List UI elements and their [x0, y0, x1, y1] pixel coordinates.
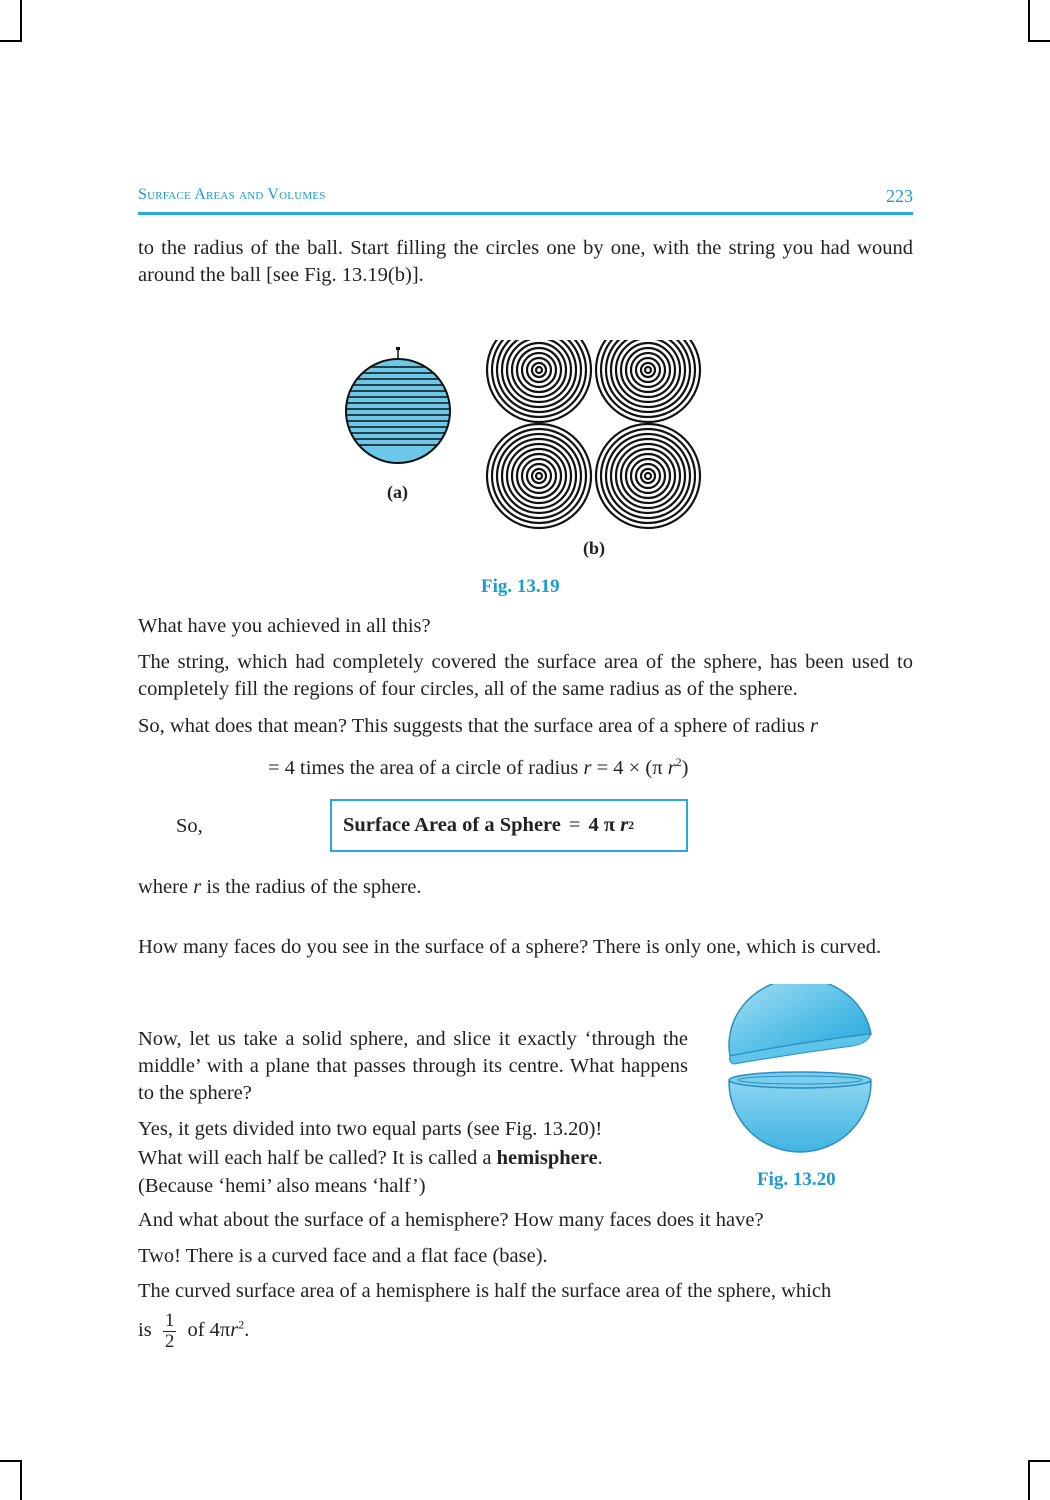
string-spirals: [487, 340, 700, 528]
ball-with-string: [340, 347, 456, 463]
formula-var: r: [620, 814, 629, 836]
page-number: 223: [886, 186, 913, 206]
figure-label-a: (a): [387, 482, 408, 502]
where-line: where r is the radius of the sphere.: [138, 876, 422, 898]
chapter-title: Surface Areas and Volumes: [138, 186, 326, 203]
running-header: [138, 186, 913, 214]
figure-13-20-caption: Fig. 13.20: [757, 1169, 836, 1190]
string-paragraph: The string, which had completely covered the surface area of the sphere, has been used to completely fill the regions of four circles, all of the same radius as of the sphere.: [138, 651, 913, 700]
hemisphere-term: hemisphere: [496, 1146, 598, 1169]
slice-paragraph: Now, let us take a solid sphere, and slice it exactly ‘through the middle’ with a plane that passes through its centre. What happens to the sphere?: [138, 1028, 688, 1104]
fraction-one-half: $\frac{1}{2}$: [164, 1310, 175, 1352]
figure-13-19-caption: Fig. 13.19: [481, 576, 560, 597]
meaning-paragraph: So, what does that mean? This suggests that the surface area of a sphere of radius r: [138, 715, 818, 737]
intro-paragraph: to the radius of the ball. Start filling the circles one by one, with the string you had wound around the ball [see Fig. 13.19(b)].: [138, 237, 913, 286]
spiral-circle-1: [487, 340, 591, 422]
equation-line: = 4 times the area of a circle of radius r = 4 × (π $r^2$): [268, 755, 689, 779]
formula-rhs: 4 π: [588, 814, 616, 836]
so-label: So,: [176, 815, 203, 837]
spiral-circle-4: [596, 424, 700, 528]
figure-13-19: [330, 340, 750, 570]
two-faces: Two! There is a curved face and a flat face (base).: [138, 1245, 548, 1267]
sphere-formula-box: Surface Area of a Sphere = 4 π r 2: [330, 799, 688, 852]
spiral-circle-2: [596, 340, 700, 422]
figure-label-b: (b): [583, 538, 605, 558]
figure-13-20: [722, 984, 882, 1159]
formula-lhs: Surface Area of a Sphere: [343, 814, 561, 836]
curved-area-paragraph: The curved surface area of a hemisphere is half the surface area of the sphere, which: [138, 1280, 832, 1302]
hemi-question: And what about the surface of a hemisphere? How many faces does it have?: [138, 1209, 764, 1231]
divided-paragraph: Yes, it gets divided into two equal parts (see Fig. 13.20)! What will each half be called? It is called a hemisphere. (Because ‘hemi’ also means ‘half’): [138, 1118, 603, 1197]
faces-question: How many faces do you see in the surface of a sphere? There is only one, which is curved.: [138, 936, 882, 958]
header-rule: [138, 212, 913, 215]
upper-hemisphere: [729, 984, 871, 1064]
question-achieved: What have you achieved in all this?: [138, 615, 431, 637]
lower-hemisphere: [729, 1072, 871, 1152]
formula-equals: =: [568, 814, 581, 836]
spiral-circle-3: [487, 424, 591, 528]
half-fraction-line: is $\frac{1}{2}$ of $4\pi r^2$.: [138, 1310, 250, 1352]
